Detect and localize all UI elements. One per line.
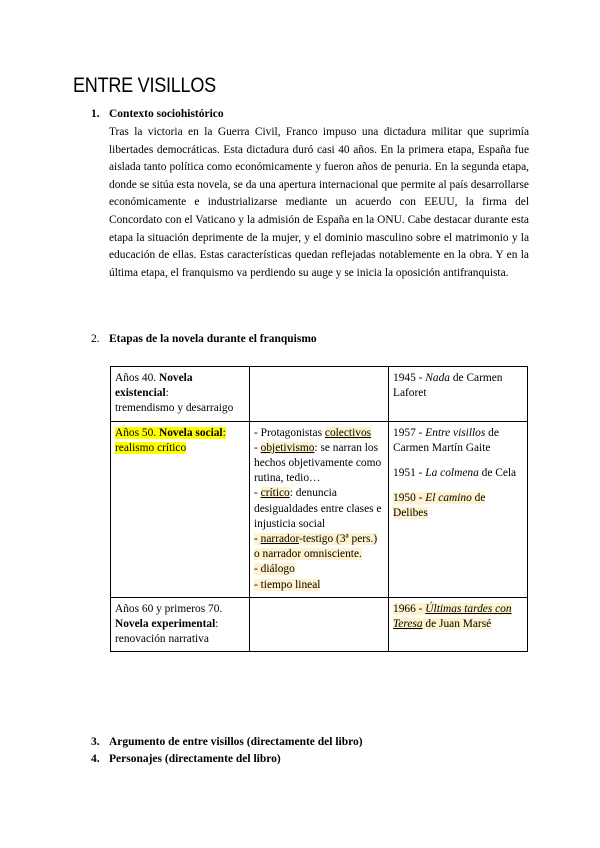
table-row-40s bbox=[111, 367, 528, 422]
document-title: ENTRE VISILLOS bbox=[73, 74, 216, 97]
work-title: El camino bbox=[425, 492, 472, 505]
feature-text: - tiempo lineal bbox=[254, 578, 321, 591]
feature-text: - bbox=[254, 487, 258, 500]
works-cell bbox=[389, 597, 528, 652]
era-cell bbox=[111, 597, 250, 652]
feature-term: objetivismo bbox=[260, 441, 315, 454]
works-cell bbox=[389, 421, 528, 597]
feature-term: narrador bbox=[260, 533, 300, 546]
genre-description: tremendismo y desarraigo bbox=[115, 402, 234, 415]
section-number: 4. bbox=[91, 753, 100, 765]
feature-text: : denuncia desigualdades entre clases e injusticia social bbox=[254, 487, 382, 530]
feature-text: - bbox=[254, 441, 258, 454]
genre-colon: : bbox=[215, 618, 219, 631]
features-cell bbox=[250, 597, 389, 652]
table-row-50s bbox=[111, 421, 528, 597]
section-title: Etapas de la novela durante el franquismo bbox=[109, 333, 317, 345]
genre-description: realismo crítico bbox=[115, 441, 187, 454]
work-year: 1950 - bbox=[393, 492, 423, 505]
features-cell bbox=[250, 421, 389, 597]
work-title: Nada bbox=[425, 372, 450, 384]
genre-colon: : bbox=[165, 387, 169, 400]
era-cell bbox=[111, 421, 250, 597]
novel-stages-table bbox=[110, 366, 528, 652]
features-cell bbox=[250, 367, 389, 422]
section-title: Contexto sociohistórico bbox=[109, 108, 224, 120]
work-author: de Juan Marsé bbox=[425, 618, 492, 631]
section-title: Argumento de entre visillos (directamente del libro) bbox=[109, 736, 363, 748]
work-author: de Carmen Martín Gaite bbox=[393, 426, 499, 454]
genre-label: Novela experimental bbox=[115, 618, 216, 631]
work-title: Entre visillos bbox=[425, 426, 486, 439]
work-year: 1951 - bbox=[393, 467, 423, 480]
section-heading-characters bbox=[91, 753, 281, 765]
section-title: Personajes (directamente del libro) bbox=[109, 753, 281, 765]
work-year: 1945 - bbox=[393, 372, 423, 384]
work-year: 1957 - bbox=[393, 426, 423, 439]
genre-description: renovación narrativa bbox=[115, 633, 209, 646]
genre-label: Novela social bbox=[159, 426, 223, 439]
genre-label: Novela existencial bbox=[115, 372, 193, 400]
feature-text: : se narran los hechos objetivamente como rutina, tedio… bbox=[254, 441, 382, 485]
section-heading-plot bbox=[91, 736, 363, 748]
era-cell bbox=[111, 367, 250, 422]
works-cell bbox=[389, 367, 528, 422]
work-author: de Carmen Laforet bbox=[393, 372, 503, 400]
era-label: Años 40. bbox=[115, 372, 157, 384]
work-author: de Delibes bbox=[393, 492, 486, 520]
section-number: 3. bbox=[91, 736, 100, 748]
context-paragraph: Tras la victoria en la Guerra Civil, Franco impuso una dictadura militar que suprimía libertades democráticas. Esta dictadura duró casi 40 años. En la primera etapa, España fue aislada tanto política como económicamente y fueron años de penuria. En la segunda etapa, donde se sitúa esta novela, se da una apertura internacional que permite al país desarrollarse económicamente e industrializarse mediante un acuerdo con EEUU, la firma del Concordato con el Vaticano y la admisión de España en la ONU. Cabe destacar durante esta etapa la situación deprimente de la mujer, y el dominio masculino sobre el matrimonio y la educación de ellas. Estas características quedan reflejadas notablemente en la obra. Y en la última etapa, el franquismo va perdiendo su auge y se inicia la oposición antifranquista. bbox=[109, 126, 529, 279]
section-heading-stages bbox=[91, 333, 317, 345]
era-label: Años 50. bbox=[115, 426, 157, 439]
table-row-60s bbox=[111, 597, 528, 652]
section-number: 2. bbox=[91, 333, 100, 345]
feature-text: - Protagonistas bbox=[254, 426, 323, 439]
work-title: Últimas tardes con Teresa bbox=[393, 602, 512, 631]
feature-term: colectivos bbox=[324, 426, 372, 439]
feature-text: - diálogo bbox=[254, 563, 295, 576]
genre-colon: : bbox=[222, 426, 226, 439]
work-title: La colmena bbox=[425, 467, 479, 480]
feature-text: - bbox=[254, 533, 258, 546]
era-label: Años 60 y primeros 70. bbox=[115, 602, 223, 615]
work-year: 1966 - bbox=[393, 602, 423, 615]
feature-term: crítico bbox=[260, 487, 290, 500]
section-number: 1. bbox=[91, 108, 100, 120]
work-author: de Cela bbox=[481, 467, 517, 480]
section-heading-context bbox=[91, 108, 224, 120]
feature-text: -testigo (3ª pers.) o narrador omnisciente. bbox=[254, 533, 378, 561]
